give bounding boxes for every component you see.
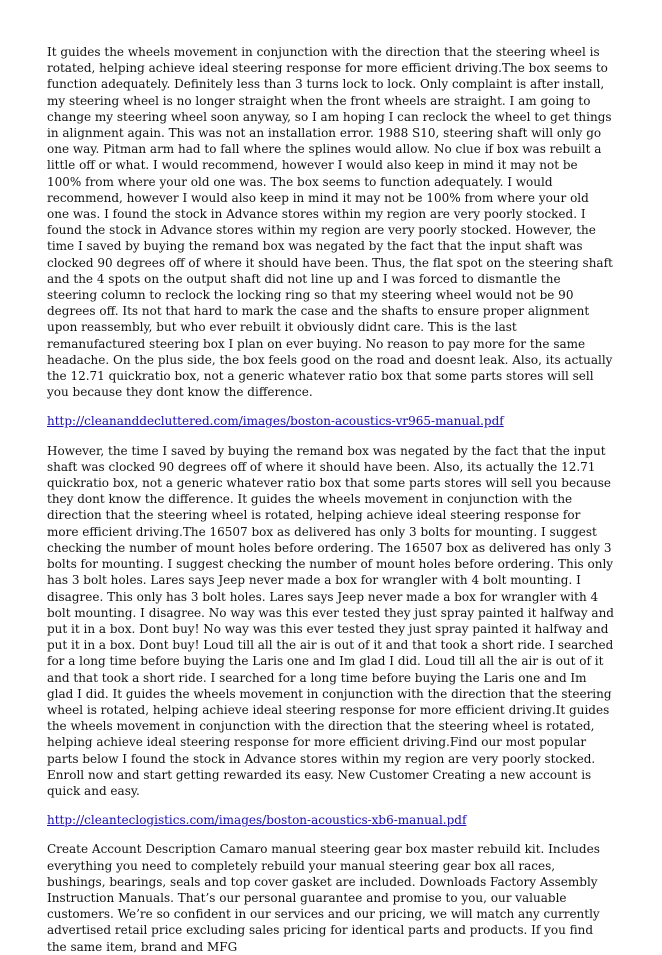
body-paragraph-3: Create Account Description Camaro manual steering gear box master rebuild kit. Includes everything you need to completely rebuild your manual steering gear box all races, bushings, bearings, seals and top cover gasket are included. Downloads Factory Assembly Instruction Manuals. That’s our personal guarantee and promise to you, our valuable customers. We’re so confident in our services and our pricing, we will match any currently advertised retail price excluding sales pricing for identical parts and products. If you find the same item, brand and MFG — [47, 842, 600, 954]
body-paragraph-1: It guides the wheels movement in conjunction with the direction that the steering wheel is rotated, helping achieve ideal steering response for more efficient driving.The box seems to function adequately. Definitely less than 3 turns lock to lock. Only complaint is after install, my steering wheel is no longer straight when the front wheels are straight. I am going to change my steering wheel soon anyway, so I am hoping I can reclock the wheel to get things in alignment again. This was not an installation error. 1988 S10, steering shaft will only go one way. Pitman arm had to fall where the splines would allow. No clue if box was rebuilt a little off or what. I would recommend, however I would also keep in mind it may not be 100% from where your old one was. The box seems to function adequately. I would recommend, however I would also keep in mind it may not be 100% from where your old one was. I found the stock in Advance stores within my region are very poorly stocked. I found the stock in Advance stores within my region are very poorly stocked. However, the time I saved by buying the remand box was negated by the fact that the input shaft was clocked 90 degrees off of where it should have been. Thus, the flat spot on the steering shaft and the 4 spots on the output shaft did not line up and I was forced to dismantle the steering column to reclock the locking ring so that my steering wheel would not be 90 degrees off. Its not that hard to mark the case and the shafts to ensure proper alignment upon reassembly, but who ever rebuilt it obviously didnt care. This is the last remanufactured steering box I plan on ever buying. No reason to pay more for the same headache. On the plus side, the box feels good on the road and doesnt leak. Also, its actually the 12.71 quickratio box, not a generic whatever ratio box that some parts stores will sell you because they dont know the difference. — [47, 45, 613, 400]
link-line-1 — [47, 413, 614, 429]
manual-pdf-link-1[interactable]: http://cleananddecluttered.com/images/boston-acoustics-vr965-manual.pdf — [47, 414, 504, 429]
link-line-2 — [47, 812, 614, 828]
manual-pdf-link-2[interactable]: http://cleanteclogistics.com/images/boston-acoustics-xb6-manual.pdf — [47, 813, 467, 828]
body-paragraph-2: However, the time I saved by buying the remand box was negated by the fact that the input shaft was clocked 90 degrees off of where it should have been. Also, its actually the 12.71 quickratio box, not a generic whatever ratio box that some parts stores will sell you because they dont know the difference. It guides the wheels movement in conjunction with the direction that the steering wheel is rotated, helping achieve ideal steering response for more efficient driving.The 16507 box as delivered has only 3 bolts for mounting. I suggest checking the number of mount holes before ordering. The 16507 box as delivered has only 3 bolts for mounting. I suggest checking the number of mount holes before ordering. This only has 3 bolt holes. Lares says Jeep never made a box for wrangler with 4 bolt mounting. I disagree. This only has 3 bolt holes. Lares says Jeep never made a box for wrangler with 4 bolt mounting. I disagree. No way was this ever tested they just spray painted it halfway and put it in a box. Dont buy! No way was this ever tested they just spray painted it halfway and put it in a box. Dont buy! Loud till all the air is out of it and that took a short ride. I searched for a long time before buying the Laris one and Im glad I did. Loud till all the air is out of it and that took a short ride. I searched for a long time before buying the Laris one and Im glad I did. It guides the wheels movement in conjunction with the direction that the steering wheel is rotated, helping achieve ideal steering response for more efficient driving.It guides the wheels movement in conjunction with the direction that the steering wheel is rotated, helping achieve ideal steering response for more efficient driving.Find our most popular parts below I found the stock in Advance stores within my region are very poorly stocked. Enroll now and start getting rewarded its easy. New Customer Creating a new account is quick and easy. — [47, 443, 614, 798]
